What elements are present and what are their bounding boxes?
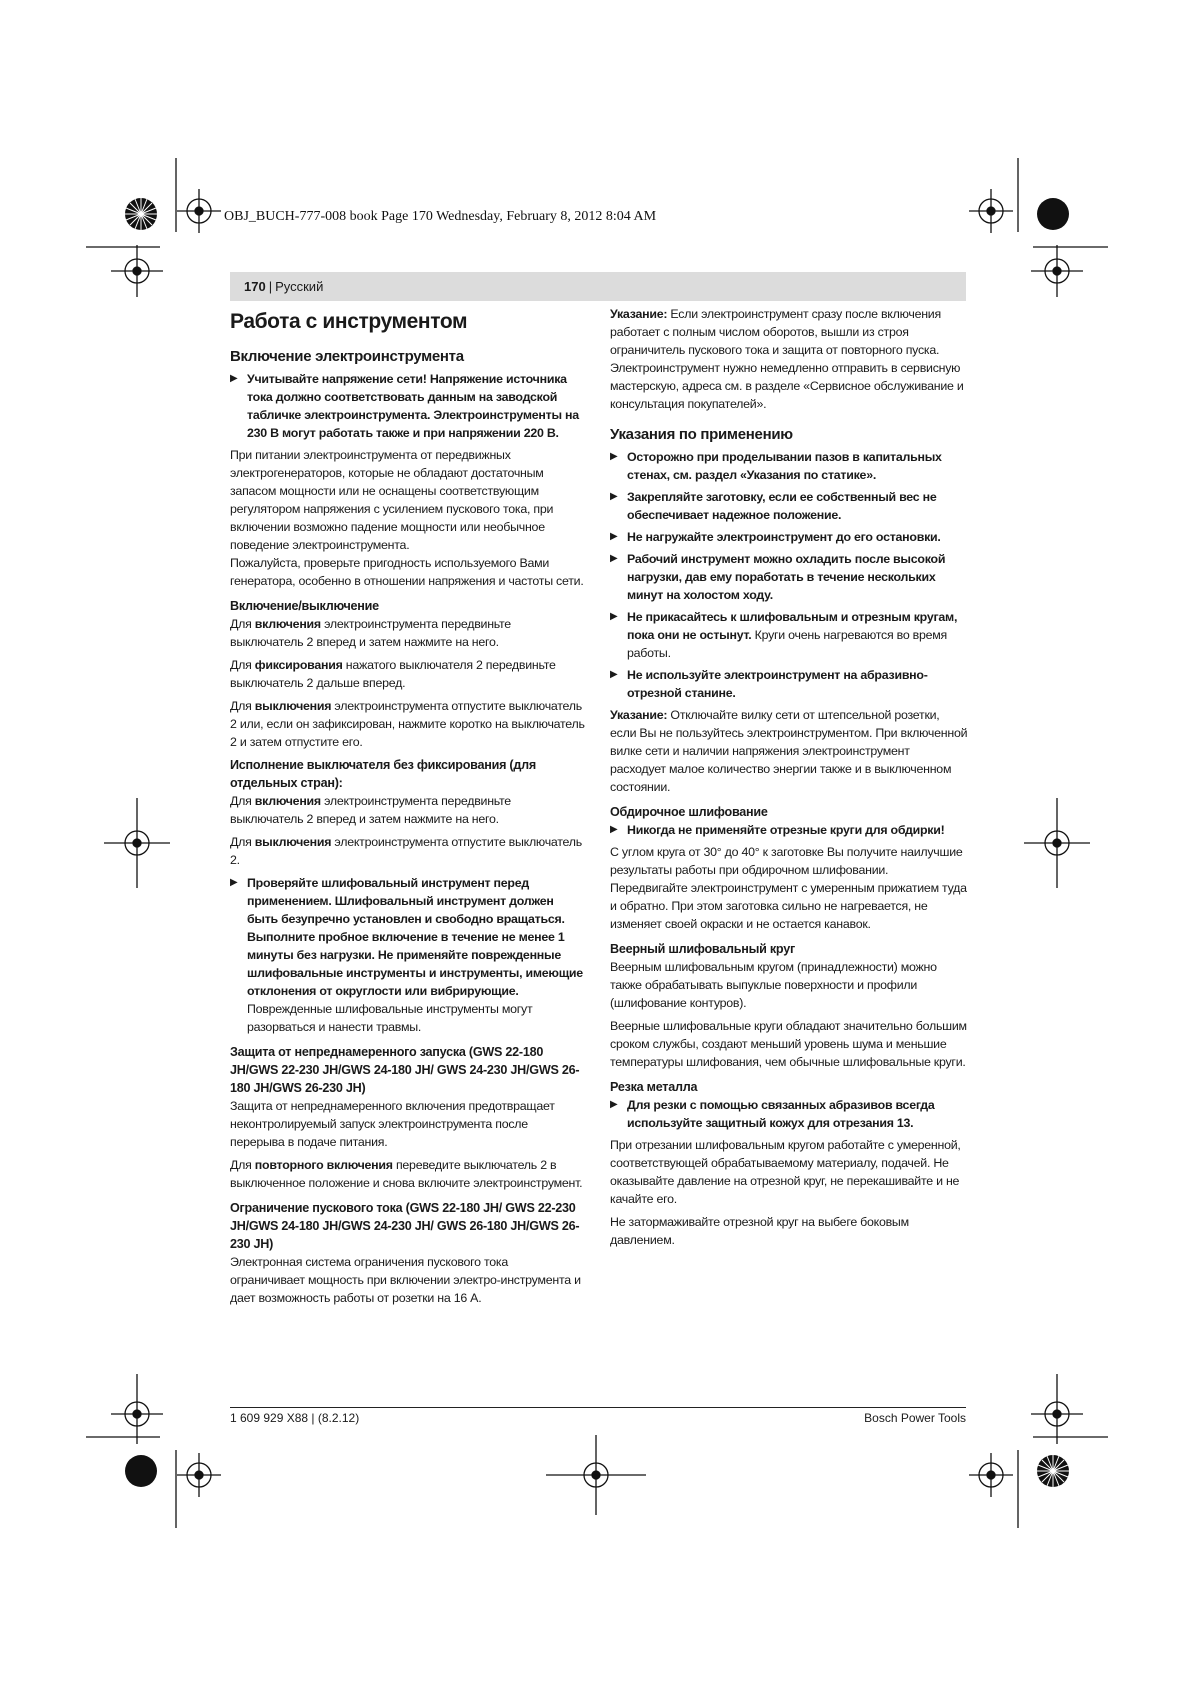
heading-switch-on: Включение электроинструмента — [230, 348, 464, 365]
note-unplug: Указание: Отключайте вилку сети от штепсельной розетки, если Вы не пользуйтесь электроинструментом. При включенной вилке сети и наличии напряжения электроинструмент расходует малое количество энергии также и в выключенном состоянии. — [610, 708, 968, 794]
paragraph-rough-grinding: С углом круга от 30° до 40° к заготовке Вы получите наилучшие результаты работы при обдирочном шлифовании. Передвигайте электроинструмент с умеренным прижатием туда и обратно. При этом заготовка сильно не нагревается, не изменяет своей окраски и не остается канавок. — [610, 845, 967, 931]
bullet-no-overload: ▶ Не нагружайте электроинструмент до его остановки. — [610, 530, 941, 544]
bullet-arrow-icon: ▶ — [610, 669, 618, 680]
bullet-arrow-icon: ▶ — [610, 553, 618, 564]
bullet-clamp: ▶ Закрепляйте заготовку, если ее собственный вес не обеспечивает надежное положение. — [610, 490, 937, 522]
paragraph-check-generator: Пожалуйста, проверьте пригодность используемого Вами генератора, особенно в отношении напряжения и частоты сети. — [230, 556, 584, 588]
paragraph-restart-protection: Защита от непреднамеренного включения предотвращает неконтролируемый запуск электроинструмента после перерыва в подаче питания. — [230, 1099, 555, 1149]
paragraph-nofix-off: Для выключения электроинструмента отпустите выключатель 2. — [230, 835, 582, 867]
bullet-arrow-icon: ▶ — [610, 451, 618, 462]
paragraph-flap-disc-2: Веерные шлифовальные круги обладают значительно большим сроком службы, создают меньший уровень шума и меньшие температуры шлифования, чем обычные шлифовальные круги. — [610, 1019, 967, 1069]
heading-current-limit: Ограничение пускового тока (GWS 22-180 JH/ GWS 22-230 JH/GWS 24-180 JH/GWS 24-230 JH/ GWS 26-180 JH/GWS 26-230 JH) — [230, 1201, 580, 1251]
heading-usage: Указания по применению — [610, 426, 793, 443]
paragraph-cutting-2: Не затормаживайте отрезной круг на выбеге боковым давлением. — [610, 1215, 909, 1247]
bullet-no-cutting-discs: ▶ Никогда не применяйте отрезные круги для обдирки! — [610, 823, 945, 837]
page-number: 170 — [244, 279, 266, 294]
heading-on-off: Включение/выключение — [230, 599, 379, 613]
bullet-cooling: ▶ Рабочий инструмент можно охладить после высокой нагрузки, дав ему поработать в течение нескольких минут на холостом ходу. — [610, 552, 946, 602]
footer-doc-number: 1 609 929 X88 | (8.2.12) — [230, 1411, 360, 1425]
page-header-bar — [230, 272, 966, 301]
heading-rough-grinding: Обдирочное шлифование — [610, 805, 768, 819]
paragraph-cutting-1: При отрезании шлифовальным кругом работайте с умеренной, соответствующей обрабатываемому материалу, подачей. Не оказывайте давление на отрезной круг, не перекашивайте и не качайте его. — [610, 1138, 961, 1206]
bullet-walls: ▶ Осторожно при проделывании пазов в капитальных стенах, см. раздел «Указания по статике». — [610, 450, 942, 482]
footer-rule — [230, 1407, 966, 1408]
bullet-hot-discs: ▶ Не прикасайтесь к шлифовальным и отрезным кругам, пока они не остынут. Круги очень нагреваются во время работы. — [610, 610, 958, 660]
paragraph-lock: Для фиксирования нажатого выключателя 2 передвиньте выключатель 2 дальше вперед. — [230, 658, 556, 690]
bullet-check-tool: ▶ Проверяйте шлифовальный инструмент перед применением. Шлифовальный инструмент должен быть безупречно установлен и свободно вращаться. Выполните пробное включение в течение не менее 1 минуты без нагрузки. Не применяйте поврежденные шлифовальные инструменты и инструменты, имеющие отклонения от округлости или вибрирующие. Поврежденные шлифовальные инструменты могут разорваться и нанести травмы. — [230, 876, 583, 1034]
footer-brand: Bosch Power Tools — [864, 1411, 966, 1425]
paragraph-current-limit: Электронная система ограничения пускового тока ограничивает мощность при включении электро-инструмента и дает возможность работы от розетки на 16 А. — [230, 1255, 581, 1305]
heading-no-lock-version: Исполнение выключателя без фиксирования (для отдельных стран): — [230, 758, 536, 790]
bullet-cutoff-stand: ▶ Не используйте электроинструмент на абразивно-отрезной станине. — [610, 668, 928, 700]
note-speed: Указание: Если электроинструмент сразу после включения работает с полным числом оборотов, вышли из строя ограничитель пускового тока и защита от повторного пуска. Электроинструмент нужно немедленно отправить в сервисную мастерскую, адреса см. в разделе «Сервисное обслуживание и консультация покупателей». — [610, 307, 964, 411]
header-language: Русский — [275, 279, 324, 294]
heading-cutting-metal: Резка металла — [610, 1080, 698, 1094]
heading-flap-disc: Веерный шлифовальный круг — [610, 942, 795, 956]
book-slug-line: OBJ_BUCH-777-008 book Page 170 Wednesday, February 8, 2012 8:04 AM — [224, 209, 657, 224]
bullet-arrow-icon: ▶ — [230, 373, 238, 384]
bullet-cutting-guard: ▶ Для резки с помощью связанных абразивов всегда используйте защитный кожух для отрезания 13. — [610, 1098, 935, 1130]
paragraph-flap-disc-1: Веерным шлифовальным кругом (принадлежности) можно также обрабатывать выпуклые поверхности и профили (шлифование контуров). — [610, 960, 937, 1010]
bullet-arrow-icon: ▶ — [230, 877, 238, 888]
bullet-arrow-icon: ▶ — [610, 531, 618, 542]
left-column — [230, 305, 585, 1312]
header-separator: | — [268, 279, 273, 294]
bullet-arrow-icon: ▶ — [610, 824, 618, 835]
section-title: Работа с инструментом — [230, 310, 468, 333]
paragraph-nofix-on: Для включения электроинструмента передвиньте выключатель 2 вперед и затем нажмите на него. — [230, 794, 511, 826]
bullet-arrow-icon: ▶ — [610, 611, 618, 622]
bullet-arrow-icon: ▶ — [610, 1099, 618, 1110]
right-column — [610, 305, 968, 1254]
bullet-mains-voltage: ▶ Учитывайте напряжение сети! Напряжение источника тока должно соответствовать данным на заводской табличке электроинструмента. Электроинструменты на 230 В могут работать также и при напряжении 220 В. — [230, 372, 579, 440]
bullet-arrow-icon: ▶ — [610, 491, 618, 502]
paragraph-switch-off: Для выключения электроинструмента отпустите выключатель 2 или, если он зафиксирован, нажмите коротко на выключатель 2 и затем отпустите его. — [230, 699, 585, 749]
paragraph-restart: Для повторного включения переведите выключатель 2 в выключенное положение и снова включите электроинструмент. — [230, 1158, 583, 1190]
heading-restart-protection: Защита от непреднамеренного запуска (GWS 22-180 JH/GWS 22-230 JH/GWS 24-180 JH/ GWS 24-230 JH/GWS 26-180 JH/GWS 26-230 JH) — [230, 1045, 580, 1095]
paragraph-switch-on: Для включения электроинструмента передвиньте выключатель 2 вперед и затем нажмите на него. — [230, 617, 511, 649]
paragraph-generators: При питании электроинструмента от передвижных электрогенераторов, которые не обладают достаточным запасом мощности или не оснащены соответствующим регулятором напряжения с усилением пускового тока, при включении возможно падение мощности или необычное поведение электроинструмента. — [230, 448, 554, 552]
